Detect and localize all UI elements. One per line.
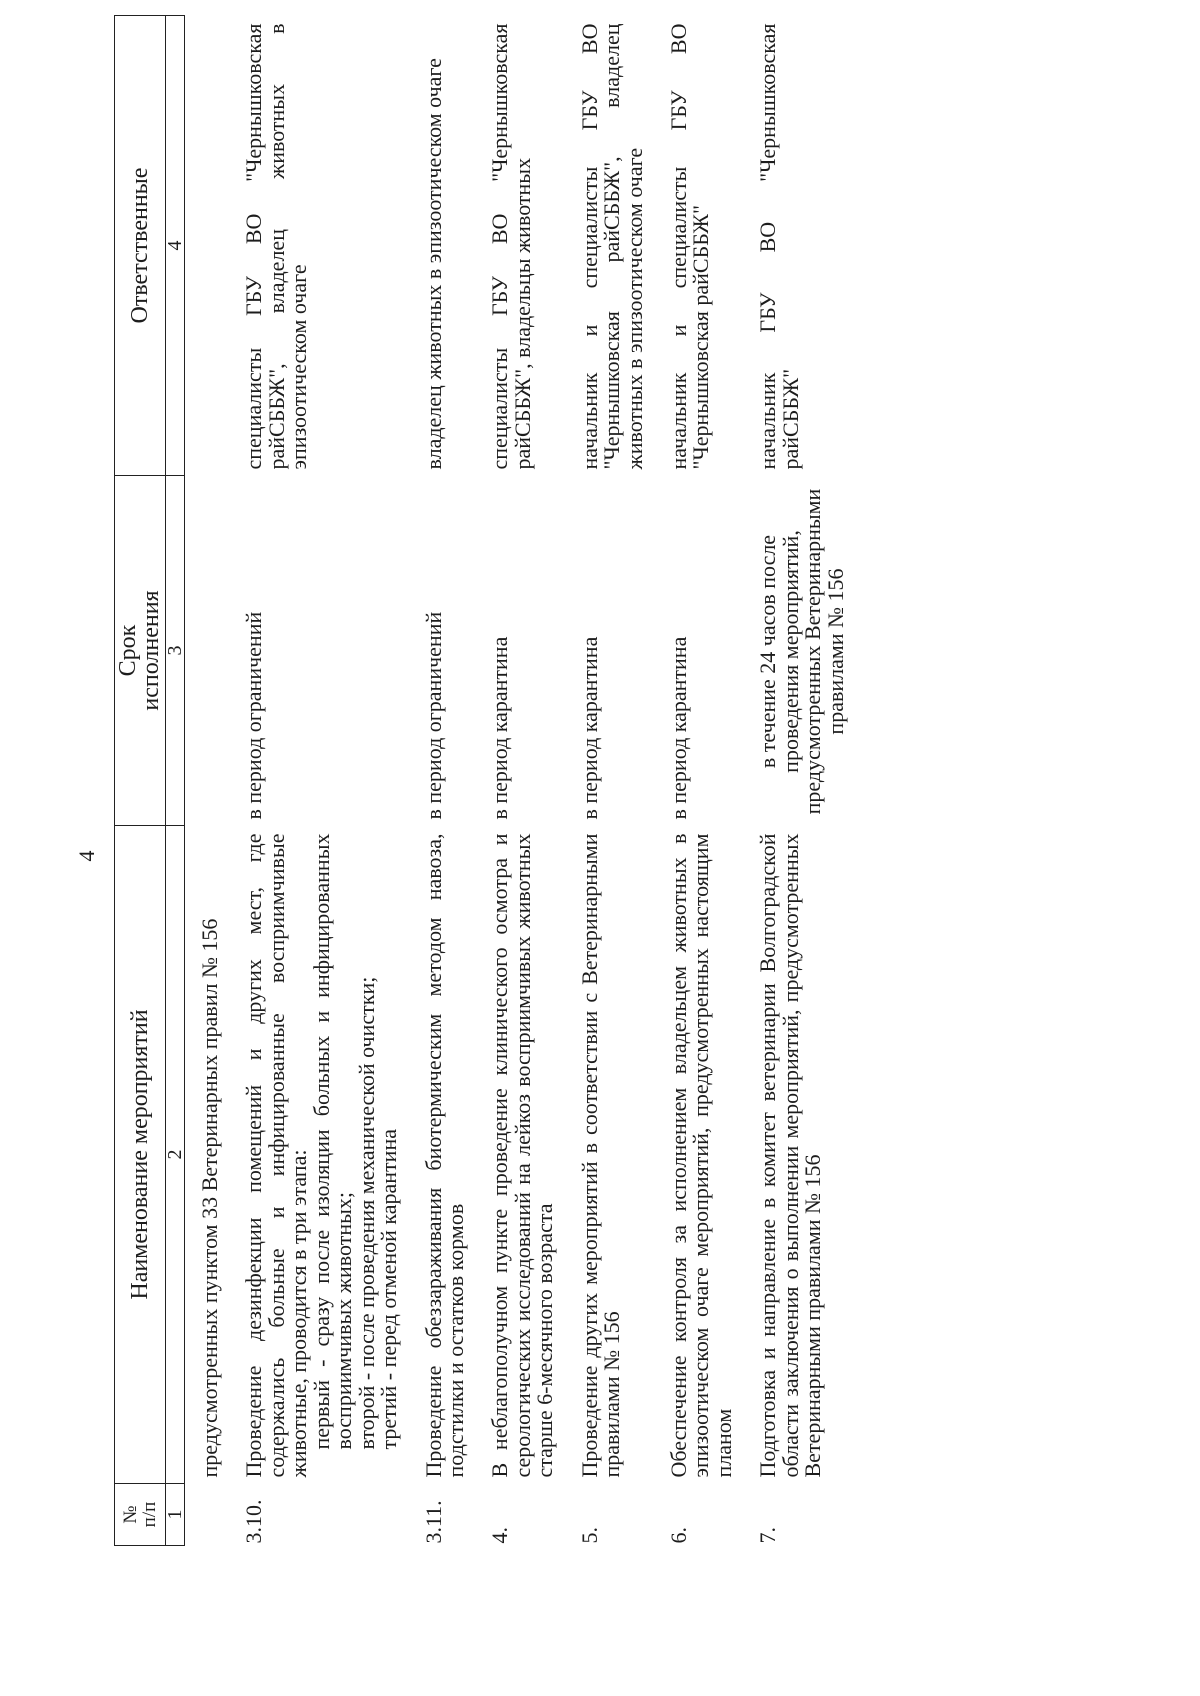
row-number: 4. (487, 1527, 513, 1544)
row-number: 7. (755, 1527, 781, 1544)
deadline-cell-line: в период карантина (487, 636, 513, 820)
measure-name (467, 826, 556, 1484)
header-measures: Наименование мероприятий (115, 826, 166, 1484)
row-number: 6. (666, 1527, 691, 1544)
deadline-cell (185, 476, 222, 826)
deadline-cell (646, 476, 735, 826)
measure-name (185, 826, 222, 1484)
deadline-cell (467, 476, 556, 826)
deadline-cell (557, 476, 646, 826)
measure-name (557, 826, 646, 1484)
measure-name-line: Обеспечение контроля за исполнением владельцем животных в эпизоотическом очаге мероприятий, предусмотренных настоящим планом (666, 833, 736, 1478)
deadline-cell-line: в течение 24 часов после проведения мероприятий, предусмотренных Ветеринарными правилами № 156 (755, 488, 848, 815)
responsible-cell-line: начальник и специалисты ГБУ ВО "Чернышковская райСББЖ" (666, 23, 714, 470)
row-number (185, 1484, 222, 1546)
deadline-cell (735, 476, 847, 826)
measure-name-line: второй - после проведения механической очистки; (353, 976, 379, 1450)
column-number: 3 (166, 476, 185, 826)
deadline-cell-line: в период карантина (666, 636, 691, 820)
row-number: 3.11. (420, 1500, 446, 1544)
measure-name-line: В неблагополучном пункте проведение клинического осмотра и серологических исследований на лейкоз восприимчивых животных старше 6-месячного возраста (487, 833, 558, 1478)
row-number: 3.10. (241, 1499, 267, 1544)
responsible-cell-line: начальник ГБУ ВО "Чернышковская райСББЖ" (755, 23, 803, 470)
header-deadline-label: Срок исполнения (115, 590, 164, 711)
column-number: 1 (166, 1484, 185, 1546)
responsible-cell (646, 16, 735, 476)
column-number: 2 (166, 826, 185, 1484)
header-deadline (115, 476, 166, 826)
table-row (185, 16, 222, 1546)
table-row (557, 16, 646, 1546)
table-row (221, 16, 400, 1546)
table-row (467, 16, 556, 1546)
responsible-cell-line: начальник и специалисты ГБУ ВО "Чернышковская райСББЖ", владелец животных в эпизоотическом очаге (576, 23, 647, 470)
measure-name-line: предусмотренных пунктом 33 Ветеринарных правил № 156 (197, 918, 222, 1478)
page-number: 4 (74, 850, 99, 862)
measure-name-line: третий - перед отменой карантина (376, 1129, 402, 1450)
responsible-cell (221, 16, 400, 476)
table-body (185, 16, 848, 1546)
responsible-cell (735, 16, 847, 476)
responsible-cell-line: специалисты ГБУ ВО "Чернышковская райСББЖ", владелец животных в эпизоотическом очаге (241, 23, 312, 470)
measure-name (401, 826, 468, 1484)
measure-name (221, 826, 400, 1484)
deadline-cell (221, 476, 400, 826)
measure-name-line: Проведение дезинфекции помещений и других мест, где содержались больные и инфицированные восприимчивые животные, проводится в три этапа: (241, 833, 312, 1478)
measure-name (735, 826, 847, 1484)
deadline-cell-line: в период ограничений (241, 611, 267, 820)
responsible-cell-line: владелец животных в эпизоотическом очаге (420, 58, 446, 470)
table-row (401, 16, 468, 1546)
measure-name-line: Проведение других мероприятий в соответствии с Ветеринарными правилами № 156 (576, 833, 625, 1478)
deadline-cell (401, 476, 468, 826)
row-number: 5. (576, 1527, 602, 1544)
table-row (646, 16, 735, 1546)
column-number: 4 (166, 16, 185, 476)
deadline-cell-line: в период карантина (576, 636, 602, 820)
measure-name (646, 826, 735, 1484)
header-number (115, 1484, 166, 1546)
responsible-cell (185, 16, 222, 476)
measure-name-line: первый - сразу после изоляции больных и инфицированных восприимчивых животных; (308, 833, 357, 1450)
measures-table (114, 15, 847, 1546)
responsible-cell-line: специалисты ГБУ ВО "Чернышковская райСББЖ", владельцы животных (487, 23, 535, 470)
responsible-cell (467, 16, 556, 476)
header-number-label: № п/п (120, 1501, 160, 1528)
deadline-cell-line: в период ограничений (420, 611, 446, 820)
responsible-cell (401, 16, 468, 476)
measure-name-line: Проведение обеззараживания биотермическим методом навоза, подстилки и остатков кормов (420, 833, 468, 1478)
header-responsible: Ответственные (115, 16, 166, 476)
table-header (115, 16, 185, 1546)
measure-name-line: Подготовка и направление в комитет ветеринарии Волгоградской области заключения о выполнении мероприятий, предусмотренных Ветеринарными правилами № 156 (755, 833, 826, 1478)
responsible-cell (557, 16, 646, 476)
table-row (735, 16, 847, 1546)
